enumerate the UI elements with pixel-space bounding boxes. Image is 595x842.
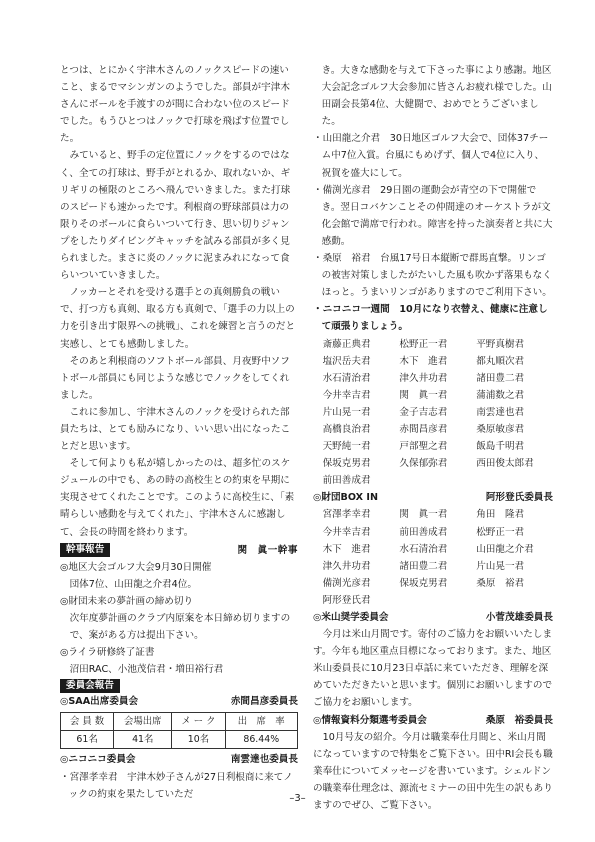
body-paragraph: みていると、野手の定位置にノックをするのではなく、全ての打球は、野手がとれるか、取れないか、ギリギリの極限のところへ飛んでいきました。また打球のスピードも速かったです。利根商の野球部員は力の限りそのボールに食らいついて行き、思い切りジャンプをしたりダイビングキャッチを試みる部員が多く見られました。まさに炎のノックに泥まみれになって食らいついていきました。 bbox=[60, 150, 291, 282]
member-name: 木下 進君 bbox=[322, 543, 371, 555]
committee-chair: 桑原 裕委員長 bbox=[485, 714, 553, 726]
committee-report-header bbox=[60, 679, 298, 693]
member-name: 都丸順次君 bbox=[476, 355, 525, 367]
committee-chair: 小菅茂雄委員長 bbox=[485, 612, 553, 623]
member-name: 津久井功君 bbox=[322, 560, 371, 572]
member-name: 蒲浦数之君 bbox=[476, 389, 525, 401]
committee-name: ◎ニコニコ委員会 bbox=[60, 754, 136, 766]
member-name: 諸田豊二君 bbox=[476, 372, 525, 384]
member-name: 片山晃一君 bbox=[476, 560, 525, 572]
member-name: 関 眞一君 bbox=[399, 509, 448, 521]
table-cell: 86.44% bbox=[225, 731, 298, 749]
committee-chair: 南雲達也委員長 bbox=[230, 754, 298, 766]
member-name: 前田善成君 bbox=[322, 475, 371, 487]
member-name: 関 眞一君 bbox=[399, 389, 448, 401]
member-name: 戸部聖之君 bbox=[399, 441, 448, 453]
niko-week-names bbox=[313, 336, 553, 490]
member-name: 飯島千明君 bbox=[476, 441, 525, 453]
box-in-names bbox=[313, 506, 553, 609]
member-name: 高橋良治君 bbox=[322, 423, 371, 435]
page-number: –3– bbox=[289, 793, 306, 804]
table-header-cell: 会場出席 bbox=[114, 713, 172, 731]
member-name: 久保郁弥君 bbox=[399, 458, 448, 470]
member-name: 塩沢岳夫君 bbox=[322, 355, 371, 367]
committee-heading bbox=[60, 751, 298, 768]
table-cell: 10名 bbox=[172, 731, 225, 749]
member-name: 松野正一君 bbox=[399, 338, 448, 350]
member-name: 西田俊太郎君 bbox=[476, 458, 534, 470]
section-label: 幹事報告 bbox=[60, 543, 110, 557]
body-paragraph: 今月は米山月間です。寄付のご協力をお願いいたします。今年も地区重点目標になっております。また、地区米山委員長に10月23日卓話に来ていただき、理解を深めていただきたいと思います。個別にお願いしますのでご協力をお願いします。 bbox=[313, 629, 553, 709]
committee-chair: 阿形登氏委員長 bbox=[485, 492, 553, 504]
member-name: 津久井功君 bbox=[399, 372, 448, 384]
member-name: 桑原敏彦君 bbox=[476, 423, 525, 435]
section-author: 関 眞一幹事 bbox=[237, 544, 298, 556]
kanji-report-header bbox=[60, 542, 298, 559]
member-name: 保坂克男君 bbox=[322, 458, 371, 470]
table-header-cell: 会 員 数 bbox=[61, 713, 114, 731]
niko-entry: ・桑原 裕君 台風17号日本縦断で群馬直撃。リンゴの被害対策しましたがたいした風も吹かず落果もなくほっと。うまいリンゴがありますのでご利用下さい。 bbox=[313, 253, 552, 299]
table-cell: 61名 bbox=[61, 731, 114, 749]
member-name: 松野正一君 bbox=[476, 526, 525, 538]
report-item-detail: 次年度夢計画のクラブ内原案を本日締め切りますので、案がある方は提出下さい。 bbox=[69, 613, 291, 642]
table-header-row bbox=[61, 713, 298, 731]
report-item-detail: 沼田RAC、小池茂信君・増田裕行君 bbox=[69, 664, 224, 676]
member-name: 木下 進君 bbox=[399, 355, 448, 367]
member-name: 今井幸吉君 bbox=[322, 389, 371, 401]
member-name: 水石清治君 bbox=[322, 372, 371, 384]
committee-heading bbox=[313, 609, 553, 626]
body-paragraph: そのあと利根商のソフトボール部員、月夜野中ソフトボール部員にも同じような感じでノックをしてくれました。 bbox=[60, 355, 290, 401]
table-row bbox=[61, 731, 298, 749]
niko-entry: ・山田龍之介君 30日地区ゴルフ大会で、団体37チーム中7位入賞。台風にもめげず、個人で4位に入り、祝賀を盛大にして。 bbox=[313, 133, 549, 179]
member-name: 今井幸吉君 bbox=[322, 526, 371, 538]
section-label: 委員会報告 bbox=[60, 679, 120, 693]
member-name: 赤間昌彦君 bbox=[399, 423, 448, 435]
member-name: 金子吉志君 bbox=[399, 406, 448, 418]
member-name: 角田 隆君 bbox=[476, 509, 525, 521]
member-name: 備渕光彦君 bbox=[322, 577, 371, 589]
committee-name: ◎情報資料分類選考委員会 bbox=[313, 714, 427, 726]
committee-name: ◎財団BOX IN bbox=[313, 492, 379, 504]
committee-chair: 赤間昌彦委員長 bbox=[230, 696, 298, 708]
report-item-detail: 団体7位、山田龍之介君4位。 bbox=[69, 578, 197, 590]
member-name: 南雲達也君 bbox=[476, 406, 525, 418]
left-column bbox=[60, 62, 298, 803]
member-name: 斎藤正典君 bbox=[322, 338, 371, 350]
committee-name: ◎米山奨学委員会 bbox=[313, 612, 389, 623]
member-name: 桑原 裕君 bbox=[476, 577, 525, 589]
member-name: 平野真樹君 bbox=[476, 338, 525, 350]
table-header-cell: 出 席 率 bbox=[225, 713, 298, 731]
committee-heading bbox=[60, 693, 298, 710]
committee-heading bbox=[313, 712, 553, 729]
table-header-cell: メ ー ク bbox=[172, 713, 225, 731]
member-name: 前田善成君 bbox=[399, 526, 448, 538]
member-name: 諸田豊二君 bbox=[399, 560, 448, 572]
body-paragraph: ノッカーとそれを受ける選手との真剣勝負の戦いで、打つ方も真剣、取る方も真剣で、「選手の力以上の力を引き出す限界への挑戦」、これを練習と言うのだと実感し、とても感動しました。 bbox=[60, 287, 296, 350]
committee-heading bbox=[313, 489, 553, 506]
body-paragraph: とつは、とにかく宇津木さんのノックスピードの速いこと、まるでマシンガンのようでした。部員が宇津木さんにボールを手渡すのが間に合わない位のスピードでした。もうひとつはノックで打球を飛ばす位置でした。 bbox=[60, 65, 290, 145]
niko-entry-continued: き。大きな感動を与えて下さった事により感謝。地区大会記念ゴルフ大会参加に皆さんお疲れ様でした。山田副会長第4位、大健闘で、おめでとうございました。 bbox=[321, 65, 552, 128]
report-item: ◎地区大会ゴルフ大会9月30日開催 bbox=[60, 561, 212, 573]
report-item: ◎財団未来の夢計画の締め切り bbox=[60, 595, 194, 607]
committee-name: ◎SAA出席委員会 bbox=[60, 696, 139, 708]
body-paragraph: 10月号友の紹介。今月は職業奉仕月間と、米山月間になっていますので特集をご覧下さい。田中RI会長も職業奉仕についてメッセージを書いています。シェルドンの職業奉仕理念は、源流セミナーの田中先生の訳もありますのでぜひ、ご覧下さい。 bbox=[313, 731, 553, 812]
attendance-table bbox=[60, 712, 298, 749]
niko-week-heading: ・ニコニコ一週間 10月になり衣替え、健康に注意して頑張りましょう。 bbox=[313, 304, 548, 333]
member-name: 水石清治君 bbox=[399, 543, 448, 555]
member-name: 片山晃一君 bbox=[322, 406, 371, 418]
member-name: 阿形登氏君 bbox=[322, 594, 371, 606]
right-column bbox=[313, 62, 553, 814]
body-paragraph: これに参加し、宇津木さんのノックを受けられた部員たちは、とても励みになり、いい思い出になったことだと思います。 bbox=[60, 406, 291, 453]
member-name: 宮澤孝幸君 bbox=[322, 509, 371, 521]
niko-entry: ・備渕光彦君 29日園の運動会が青空の下で開催でき。翌日コバケンことその仲間達のオーケストラが文化会館で満席で行われ。障害を持った演奏者と共に大感動。 bbox=[313, 184, 553, 247]
member-name: 山田龍之介君 bbox=[476, 543, 534, 555]
niko-entry: ・宮澤孝幸君 宇津木妙子さんが27日利根商に来てノックの約束を果たしていただ bbox=[60, 771, 293, 800]
member-name: 保坂克男君 bbox=[399, 577, 448, 589]
table-cell: 41名 bbox=[114, 731, 172, 749]
body-paragraph: そして何よりも私が嬉しかったのは、超多忙のスケジュールの中でも、あの時の高校生との約束を早期に実現させてくれたことです。このように高校生に、「素晴らしい感動を与えてくれた」、宇津木さんに感謝して、会長の時間を終わります。 bbox=[60, 458, 295, 538]
report-item: ◎ライラ研修終了証書 bbox=[60, 647, 155, 659]
member-name: 天野純一君 bbox=[322, 441, 371, 453]
